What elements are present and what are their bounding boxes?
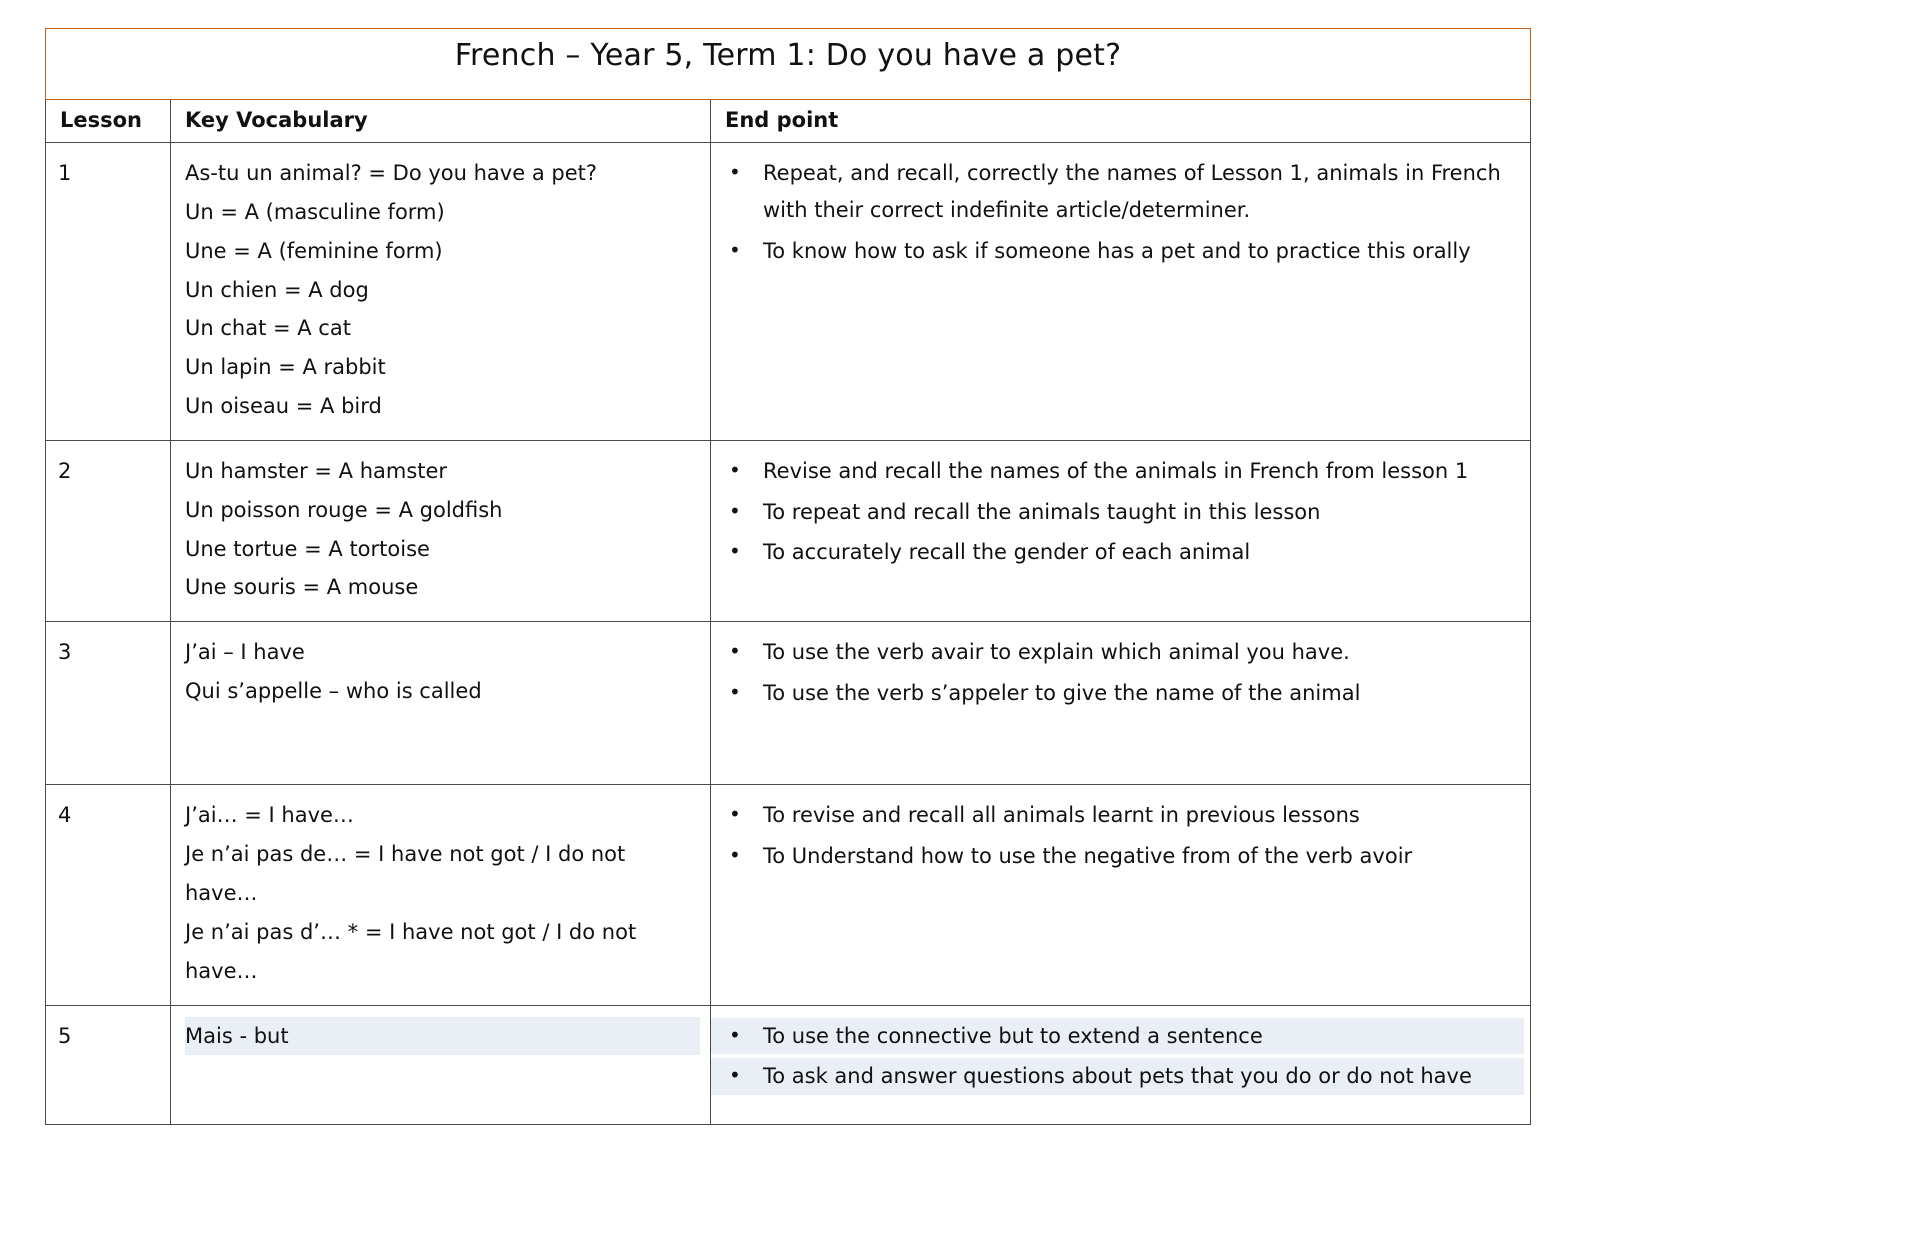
lesson-number-cell — [46, 440, 171, 621]
column-header-endpoint-label: End point — [725, 108, 839, 132]
bullet-icon: • — [729, 639, 741, 664]
vocabulary-line: Je n’ai pas d’… * = I have not got / I do not have… — [185, 919, 637, 983]
vocabulary-line: J’ai… = I have… — [185, 803, 354, 828]
vocabulary-cell — [171, 440, 711, 621]
endpoint-list — [711, 155, 1524, 269]
bullet-icon: • — [729, 498, 741, 523]
bullet-icon: • — [729, 237, 741, 262]
column-header-vocabulary — [171, 100, 711, 143]
list-item — [711, 534, 1524, 571]
lesson-number: 5 — [58, 1023, 72, 1048]
column-header-lesson-label: Lesson — [60, 108, 143, 132]
page-title: French – Year 5, Term 1: Do you have a pet? — [454, 38, 1122, 73]
endpoint-text: Repeat, and recall, correctly the names of Lesson 1, animals in French with their correct indefinite article/determiner. — [763, 161, 1501, 222]
endpoint-cell — [711, 622, 1531, 785]
title-row — [46, 29, 1531, 100]
vocabulary-line: J’ai – I have — [185, 640, 305, 665]
endpoint-text: To accurately recall the gender of each animal — [763, 540, 1251, 565]
endpoint-text: To Understand how to use the negative from of the verb avoir — [763, 844, 1413, 869]
list-item — [711, 494, 1524, 531]
vocabulary-cell — [171, 143, 711, 441]
vocabulary-list — [171, 622, 710, 725]
lesson-number-cell — [46, 1005, 171, 1124]
table-row — [46, 622, 1531, 785]
table-row — [46, 143, 1531, 441]
lesson-number: 4 — [58, 803, 72, 828]
list-item — [711, 634, 1524, 671]
vocabulary-line: Un oiseau = A bird — [185, 394, 382, 419]
vocabulary-line: Un poisson rouge = A goldfish — [185, 497, 503, 522]
vocabulary-line: Qui s’appelle – who is called — [185, 679, 482, 704]
endpoint-text: To know how to ask if someone has a pet and to practice this orally — [763, 238, 1471, 263]
endpoint-list — [711, 1018, 1524, 1096]
lesson-number-cell — [46, 143, 171, 441]
lesson-number-cell — [46, 785, 171, 1005]
vocabulary-line: Je n’ai pas de… = I have not got / I do not have… — [185, 842, 626, 905]
endpoint-text: To repeat and recall the animals taught in this lesson — [763, 499, 1321, 524]
title-banner — [46, 29, 1531, 100]
endpoint-list — [711, 453, 1524, 571]
table-row — [46, 1005, 1531, 1124]
vocabulary-line: Un lapin = A rabbit — [185, 355, 386, 380]
vocabulary-list — [171, 143, 710, 440]
bullet-icon: • — [729, 843, 741, 868]
list-item — [711, 838, 1524, 875]
endpoint-cell — [711, 785, 1531, 1005]
endpoint-text: To use the verb avair to explain which animal you have. — [763, 640, 1350, 665]
bullet-icon: • — [729, 802, 741, 827]
vocabulary-line: Une = A (feminine form) — [185, 238, 443, 263]
bullet-icon: • — [729, 539, 741, 564]
endpoint-text: To ask and answer questions about pets that you do or do not have — [763, 1064, 1472, 1089]
endpoint-text: To use the verb s’appeler to give the name of the animal — [763, 681, 1361, 706]
bullet-icon: • — [729, 1063, 741, 1088]
endpoint-text: To revise and recall all animals learnt in previous lessons — [763, 803, 1360, 828]
vocabulary-list — [171, 785, 710, 1004]
vocabulary-line: Un hamster = A hamster — [185, 458, 448, 483]
endpoint-cell — [711, 440, 1531, 621]
list-item — [711, 233, 1524, 270]
curriculum-table — [45, 28, 1531, 1125]
column-header-endpoint — [711, 100, 1531, 143]
vocabulary-line: Mais - but — [185, 1017, 700, 1056]
lesson-number: 2 — [58, 458, 72, 483]
list-item — [711, 1058, 1524, 1095]
bullet-icon: • — [729, 457, 741, 482]
list-item — [711, 797, 1524, 834]
endpoint-cell — [711, 1005, 1531, 1124]
column-header-lesson — [46, 100, 171, 143]
list-item — [711, 675, 1524, 712]
list-item — [711, 1018, 1524, 1055]
table-row — [46, 440, 1531, 621]
lesson-number: 3 — [58, 640, 72, 665]
lesson-number: 1 — [58, 161, 72, 185]
vocabulary-cell — [171, 785, 711, 1005]
endpoint-list — [711, 634, 1524, 712]
vocabulary-list — [171, 1006, 710, 1070]
column-header-row — [46, 100, 1531, 143]
vocabulary-line: Un chat = A cat — [185, 316, 351, 341]
vocabulary-line: Une souris = A mouse — [185, 575, 419, 600]
vocabulary-cell — [171, 622, 711, 785]
vocabulary-line: Un chien = A dog — [185, 277, 369, 302]
vocabulary-line: Une tortue = A tortoise — [185, 536, 430, 561]
vocabulary-line: As-tu un animal? = Do you have a pet? — [185, 161, 597, 185]
table-row — [46, 785, 1531, 1005]
vocabulary-line: Un = A (masculine form) — [185, 199, 445, 224]
bullet-icon: • — [729, 1022, 741, 1047]
vocabulary-list — [171, 441, 710, 621]
vocabulary-cell — [171, 1005, 711, 1124]
bullet-icon: • — [729, 680, 741, 705]
bullet-icon: • — [729, 160, 741, 184]
endpoint-cell — [711, 143, 1531, 441]
column-header-vocabulary-label: Key Vocabulary — [185, 108, 368, 132]
endpoint-text: Revise and recall the names of the animals in French from lesson 1 — [763, 458, 1469, 483]
list-item — [711, 453, 1524, 490]
endpoint-text: To use the connective but to extend a sentence — [763, 1023, 1263, 1048]
endpoint-list — [711, 797, 1524, 875]
lesson-number-cell — [46, 622, 171, 785]
list-item — [711, 155, 1524, 229]
